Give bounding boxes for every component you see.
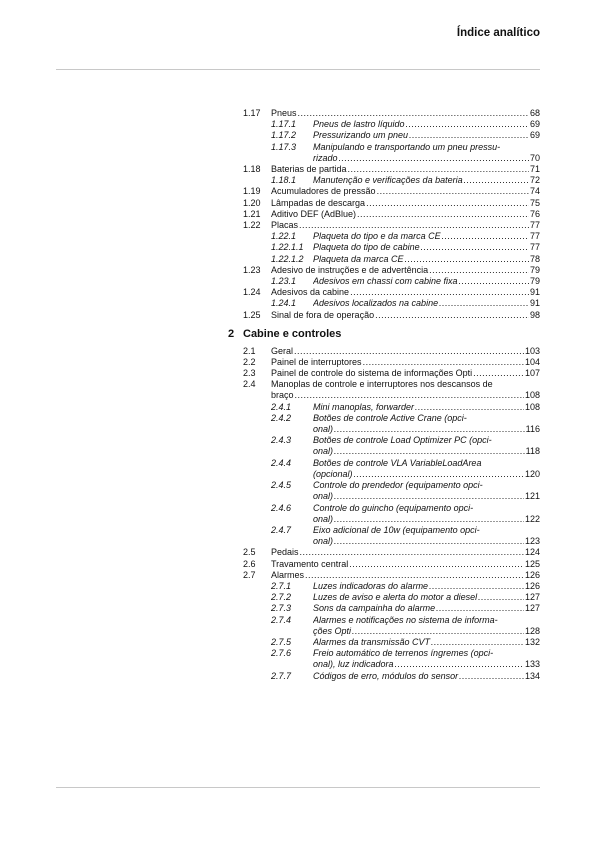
- toc-entry-line: Botões de controle VLA VariableLoadArea: [313, 457, 482, 468]
- toc-dot-leader: [298, 108, 529, 119]
- toc-entry-title: Adesivos em chassi com cabine fixa: [313, 276, 458, 286]
- toc-entry-line: [271, 547, 540, 558]
- toc-dot-leader: [429, 581, 524, 592]
- toc-entry-line: [271, 108, 540, 119]
- toc-page-number: 69: [529, 130, 540, 141]
- toc-entry-title: Acumuladores de pressão: [271, 186, 376, 197]
- toc-page-number: 75: [529, 197, 540, 208]
- toc-dot-leader: [415, 402, 524, 413]
- toc-entry-title: onal): [313, 536, 334, 546]
- toc-page-number: 121: [524, 491, 540, 502]
- toc-entry-line: Controle do guincho (equipamento opci-: [313, 502, 474, 513]
- toc-entry-number: 1.24.1: [271, 298, 297, 309]
- toc-dot-leader: [300, 547, 524, 558]
- toc-entry-line: [313, 402, 540, 413]
- toc-entry-line: [313, 424, 540, 435]
- toc-page-number: 104: [524, 357, 540, 367]
- toc-entry-number: 2.4.1: [271, 401, 292, 412]
- toc-dot-leader: [421, 242, 529, 253]
- toc-entry-line: [313, 536, 540, 547]
- toc-entry-line: [313, 119, 540, 130]
- toc-entry-title: ções Opti: [313, 625, 352, 636]
- toc-entry-line: [313, 659, 540, 670]
- toc-page-number: 107: [524, 368, 540, 379]
- toc-entry-title: Códigos de erro, módulos do sensor: [313, 670, 459, 681]
- toc-dot-leader: [405, 254, 529, 265]
- toc-page-number: 128: [524, 625, 540, 636]
- toc-entry-number: 2.7: [243, 569, 256, 580]
- toc-dot-leader: [334, 491, 524, 502]
- toc-dot-leader: [349, 559, 524, 570]
- toc-entry-number: 2.4.7: [271, 525, 292, 535]
- toc-entry-title: Lâmpadas de descarga: [271, 197, 366, 208]
- toc-page-number: 132: [524, 637, 540, 647]
- toc-entry-title: Geral: [271, 345, 294, 356]
- toc-entry-number: 2: [228, 327, 235, 340]
- toc-entry-line: Botões de controle Active Crane (opci-: [313, 413, 467, 423]
- toc-entry-number: 2.4: [243, 379, 256, 390]
- toc-entry-title: Alarmes: [271, 569, 305, 580]
- toc-dot-leader: [350, 287, 529, 298]
- toc-dot-leader: [366, 198, 529, 209]
- toc-entry-title: Pedais: [271, 547, 299, 558]
- toc-page-number: 91: [529, 298, 540, 309]
- toc-page-number: 124: [524, 547, 540, 558]
- toc-entry-line: [271, 310, 540, 321]
- toc-entry-line: [313, 491, 540, 502]
- toc-page-number: 116: [525, 424, 540, 434]
- toc-dot-leader: [478, 592, 524, 603]
- toc-entry-line: [313, 231, 540, 242]
- toc-entry-line: [271, 209, 540, 220]
- toc-entry-title: Pressurizando um pneu: [313, 130, 409, 141]
- toc-page-number: 134: [524, 670, 540, 681]
- toc-entry-line: Manipulando e transportando um pneu pressu-: [313, 141, 501, 152]
- toc-page-number: 70: [529, 152, 540, 163]
- toc-entry-title: onal): [313, 491, 334, 502]
- toc-page-number: 77: [529, 231, 540, 242]
- toc-entry-title: onal): [313, 446, 334, 457]
- toc-page-number: 125: [524, 558, 540, 569]
- toc-dot-leader: [305, 570, 524, 581]
- toc-entry-title: braço: [271, 390, 294, 401]
- toc-entry-title: Mini manoplas, forwarder: [313, 401, 415, 412]
- toc-page-number: 123: [524, 536, 540, 546]
- toc-entry-line: [313, 671, 540, 682]
- toc-entry-number: 1.17.2: [271, 130, 297, 141]
- toc-page-number: 127: [524, 592, 540, 603]
- toc-page-number: 77: [529, 242, 540, 253]
- toc-page-number: 127: [524, 603, 540, 614]
- toc-dot-leader: [363, 357, 524, 368]
- toc-dot-leader: [354, 469, 524, 480]
- toc-dot-leader: [357, 209, 529, 220]
- toc-entry-title: Travamento central: [271, 558, 349, 569]
- toc-entry-number: 1.22.1: [271, 231, 297, 242]
- toc-entry-line: [313, 514, 540, 525]
- toc-entry-line: [313, 130, 540, 141]
- toc-page-number: 103: [524, 345, 540, 356]
- toc-entry-line: [271, 357, 540, 368]
- toc-entry-number: 2.4.5: [271, 480, 292, 491]
- toc-page-number: 108: [524, 390, 540, 401]
- toc-entry-number: 1.18.1: [271, 175, 297, 186]
- toc-entry-title: (opcional): [313, 468, 353, 479]
- toc-entry-number: 2.2: [243, 357, 256, 367]
- toc-page-number: 77: [529, 220, 540, 230]
- toc-page-number: 126: [524, 569, 540, 580]
- toc-entry-number: 1.17: [243, 108, 261, 118]
- toc-entry-title: Aditivo DEF (AdBlue): [271, 208, 357, 219]
- toc-dot-leader: [406, 119, 529, 130]
- toc-entry-title: onal): [313, 424, 334, 434]
- toc-entry-number: 2.4.3: [271, 435, 292, 446]
- toc-entry-line: [313, 581, 540, 592]
- toc-entry-line: Cabine e controles: [243, 328, 342, 340]
- toc-entry-line: [271, 265, 540, 276]
- toc-dot-leader: [439, 298, 529, 309]
- toc-entry-number: 2.4.2: [271, 413, 292, 423]
- toc-entry-line: Eixo adicional de 10w (equipamento opci-: [313, 525, 480, 535]
- toc-entry-number: 2.7.5: [271, 637, 292, 647]
- toc-entry-title: rizado: [313, 152, 338, 163]
- toc-entry-title: Baterias de partida: [271, 164, 347, 174]
- toc-entry-number: 1.17.3: [271, 141, 297, 152]
- toc-dot-leader: [409, 130, 529, 141]
- toc-entry-title: Plaqueta do tipo e da marca CE: [313, 231, 441, 242]
- toc-entry-title: Luzes indicadoras do alarme: [313, 581, 429, 591]
- toc-dot-leader: [334, 424, 525, 435]
- toc-entry-number: 2.3: [243, 368, 256, 379]
- toc-page-number: 68: [529, 108, 540, 118]
- toc-entry-number: 1.23: [243, 264, 261, 275]
- toc-entry-title: Pneus de lastro líquido: [313, 119, 405, 130]
- toc-entry-number: 1.22: [243, 220, 261, 230]
- toc-entry-number: 2.4.6: [271, 502, 292, 513]
- toc-entry-line: [313, 276, 540, 287]
- toc-entry-line: [313, 254, 540, 265]
- toc-dot-leader: [294, 346, 524, 357]
- toc-entry-number: 1.17.1: [271, 119, 297, 130]
- toc-dot-leader: [348, 164, 529, 175]
- toc-entry-title: Plaqueta do tipo de cabine: [313, 242, 420, 253]
- toc-entry-line: Botões de controle Load Optimizer PC (opci-: [313, 435, 492, 446]
- toc-entry-line: [313, 153, 540, 164]
- toc-dot-leader: [442, 231, 529, 242]
- toc-dot-leader: [459, 671, 524, 682]
- toc-entry-title: Placas: [271, 220, 299, 230]
- toc-entry-line: [313, 603, 540, 614]
- toc-entry-number: 1.20: [243, 197, 261, 208]
- toc-entry-number: 1.23.1: [271, 276, 297, 286]
- toc-entry-line: [271, 220, 540, 231]
- toc-page-number: 118: [525, 446, 540, 457]
- toc-entry-title: Alarmes da transmissão CVT: [313, 637, 431, 647]
- toc-dot-leader: [464, 175, 529, 186]
- toc-page-number: 74: [529, 186, 540, 197]
- toc-entry-title: Sinal de fora de operação: [271, 309, 375, 320]
- toc-entry-line: [271, 287, 540, 298]
- toc-entry-line: [313, 626, 540, 637]
- toc-page-number: 122: [524, 513, 540, 524]
- toc-entry-line: [271, 559, 540, 570]
- toc-entry-number: 2.5: [243, 547, 256, 558]
- toc-dot-leader: [377, 186, 529, 197]
- toc-entry-title: Manutenção e verificações da bateria: [313, 175, 463, 186]
- footer-divider: [56, 787, 540, 788]
- toc-page-number: 108: [524, 401, 540, 412]
- toc-page-number: 76: [529, 208, 540, 219]
- toc-entry-line: [313, 592, 540, 603]
- toc-entry-line: [313, 242, 540, 253]
- toc-entry-number: 2.7.1: [271, 581, 292, 591]
- toc-page-number: 69: [529, 119, 540, 130]
- toc-entry-title: Pneus: [271, 108, 297, 118]
- toc-entry-line: [271, 570, 540, 581]
- toc-dot-leader: [339, 153, 529, 164]
- toc-page-number: 98: [529, 309, 540, 320]
- toc-entry-number: 1.24: [243, 287, 261, 298]
- toc-entry-title: onal): [313, 513, 334, 524]
- toc-entry-title: Adesivos da cabine: [271, 287, 350, 298]
- toc-entry-title: Painel de controle do sistema de informações Opti: [271, 368, 473, 379]
- toc-dot-leader: [352, 626, 524, 637]
- toc-entry-title: Adesivos localizados na cabine: [313, 298, 439, 309]
- toc-page-number: 79: [529, 276, 540, 286]
- toc-entry-number: 1.25: [243, 309, 261, 320]
- toc-dot-leader: [334, 514, 524, 525]
- toc-entry-number: 2.7.7: [271, 670, 292, 681]
- toc-entry-line: [271, 346, 540, 357]
- toc-entry-line: [271, 164, 540, 175]
- toc-entry-line: [271, 198, 540, 209]
- page-header-title: Índice analítico: [456, 27, 540, 39]
- toc-entry-title: Sons da campainha do alarme: [313, 603, 436, 614]
- toc-dot-leader: [395, 659, 524, 670]
- toc-page-number: 91: [529, 287, 540, 298]
- toc-page-number: 120: [524, 468, 540, 479]
- toc-dot-leader: [375, 310, 529, 321]
- toc-entry-line: [271, 186, 540, 197]
- toc-page-number: 78: [529, 253, 540, 264]
- toc-dot-leader: [334, 536, 524, 547]
- toc-dot-leader: [295, 390, 524, 401]
- toc-entry-number: 1.21: [243, 208, 261, 219]
- toc-dot-leader: [334, 446, 525, 457]
- toc-entry-line: Manoplas de controle e interruptores nos descansos de: [271, 379, 493, 390]
- toc-entry-line: Controle do prendedor (equipamento opci-: [313, 480, 483, 491]
- toc-entry-title: Plaqueta da marca CE: [313, 253, 404, 264]
- toc-entry-line: Alarmes e notificações no sistema de informa-: [313, 614, 498, 625]
- toc-entry-line: Freio automático de terrenos íngremes (opci-: [313, 648, 494, 659]
- toc-entry-title: onal), luz indicadora: [313, 659, 394, 670]
- toc-page-number: 71: [529, 164, 540, 174]
- toc-entry-line: [313, 446, 540, 457]
- toc-entry-line: [313, 298, 540, 309]
- toc-entry-number: 2.1: [243, 345, 256, 356]
- toc-page-number: 79: [529, 264, 540, 275]
- toc-dot-leader: [299, 220, 529, 231]
- toc-dot-leader: [431, 637, 524, 648]
- toc-entry-title: Luzes de aviso e alerta do motor a diesel: [313, 592, 478, 603]
- toc-entry-number: 2.4.4: [271, 457, 292, 468]
- toc-entry-title: Adesivo de instruções e de advertência: [271, 264, 429, 275]
- toc-dot-leader: [436, 603, 524, 614]
- toc-dot-leader: [473, 368, 524, 379]
- toc-page-number: 133: [524, 659, 540, 670]
- toc-entry-line: [313, 175, 540, 186]
- toc-page-number: 72: [529, 175, 540, 186]
- toc-dot-leader: [459, 276, 529, 287]
- toc-entry-number: 1.19: [243, 186, 261, 197]
- toc-entry-line: [313, 637, 540, 648]
- toc-entry-number: 1.22.1.2: [271, 253, 304, 264]
- toc-entry-number: 2.7.3: [271, 603, 292, 614]
- toc-entry-title: Painel de interruptores: [271, 357, 362, 367]
- toc-entry-line: [271, 368, 540, 379]
- toc-entry-number: 2.7.4: [271, 614, 292, 625]
- toc-entry-number: 2.6: [243, 558, 256, 569]
- toc-entry-number: 2.7.2: [271, 592, 292, 603]
- toc-entry-number: 1.22.1.1: [271, 242, 304, 253]
- toc-entry-number: 2.7.6: [271, 648, 292, 659]
- toc-page-number: 126: [524, 581, 540, 591]
- toc-entry-line: [271, 390, 540, 401]
- toc-entry-line: [313, 469, 540, 480]
- toc-dot-leader: [429, 265, 529, 276]
- toc-entry-number: 1.18: [243, 164, 261, 174]
